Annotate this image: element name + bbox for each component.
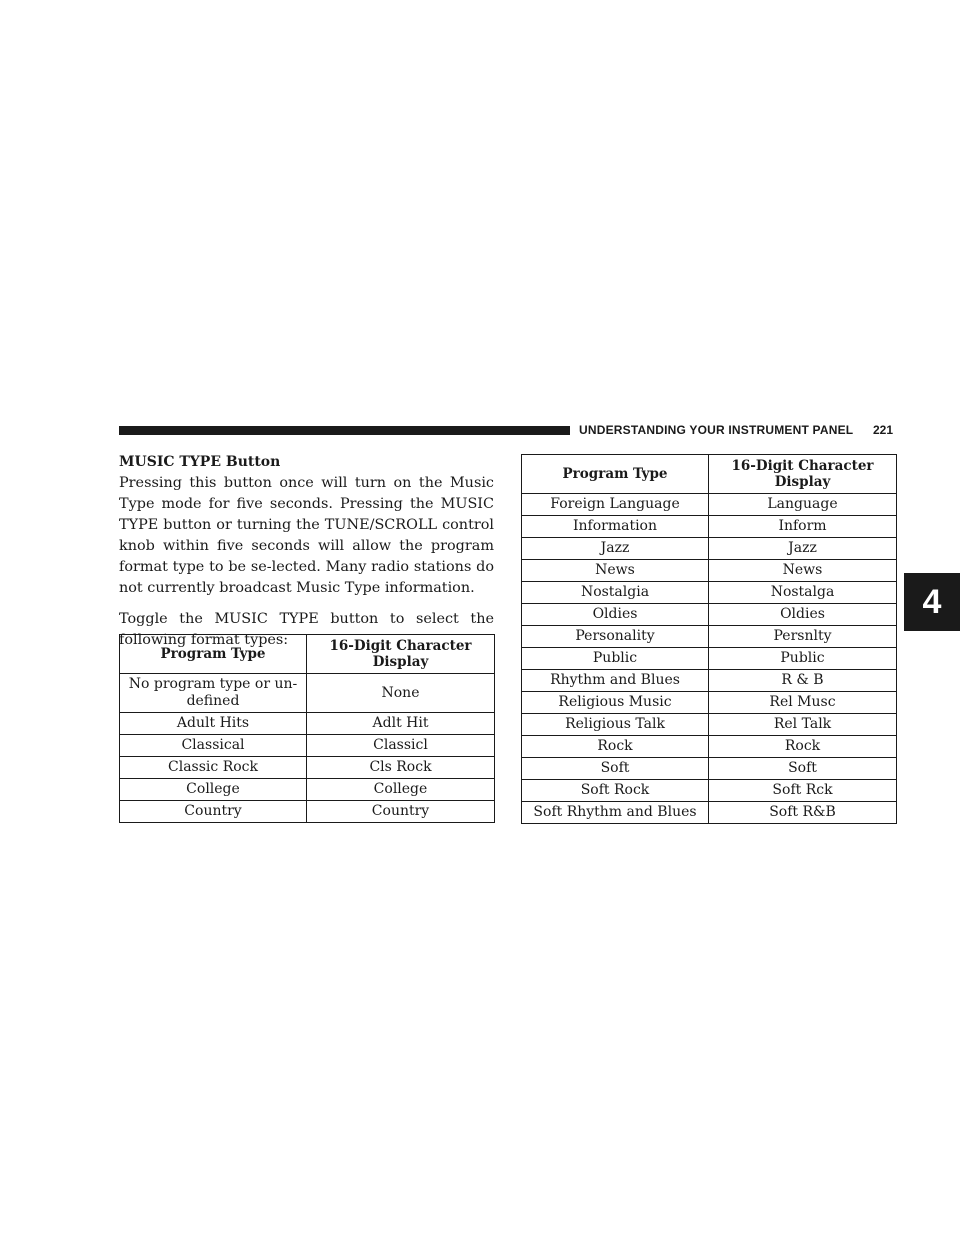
cell-program-type: Nostalgia [522,582,709,604]
cell-program-type: No program type or un-defined [120,674,307,713]
header-rule [119,426,570,435]
table-row [120,757,495,779]
cell-display: News [709,560,897,582]
header-display: 16-Digit Character Display [307,635,495,674]
cell-program-type: Oldies [522,604,709,626]
cell-display: Inform [709,516,897,538]
cell-program-type: Adult Hits [120,713,307,735]
table-header-row [120,635,495,674]
table-row [522,736,897,758]
table-row [120,735,495,757]
header-program-type: Program Type [120,635,307,674]
cell-display: Soft [709,758,897,780]
header-program-type: Program Type [522,455,709,494]
paragraph-music-type: Pressing this button once will turn on the Music Type mode for five seconds. Pressing the MUSIC TYPE button or turning the TUNE/SCROLL control knob within five seconds will allow the program format type to be se-lected. Many radio stations do not currently broadcast Music Type information. [119,475,494,596]
cell-display: Language [709,494,897,516]
cell-program-type: Rock [522,736,709,758]
table-row [522,670,897,692]
cell-program-type: Foreign Language [522,494,709,516]
cell-program-type: Religious Music [522,692,709,714]
table-row [522,494,897,516]
body-text [119,452,494,651]
cell-program-type: Public [522,648,709,670]
table-row [522,692,897,714]
header-display: 16-Digit Character Display [709,455,897,494]
program-type-table-right [521,454,897,824]
cell-program-type: Religious Talk [522,714,709,736]
cell-program-type: Soft Rock [522,780,709,802]
cell-program-type: Classic Rock [120,757,307,779]
chapter-tab: 4 [904,573,960,631]
table-row [522,560,897,582]
cell-display: Soft Rck [709,780,897,802]
running-header-title: UNDERSTANDING YOUR INSTRUMENT PANEL [579,423,854,437]
table-row [522,648,897,670]
table-row [522,516,897,538]
table-row [522,758,897,780]
table-row [522,582,897,604]
cell-display: Classicl [307,735,495,757]
cell-display: Oldies [709,604,897,626]
cell-program-type: News [522,560,709,582]
table-row [120,779,495,801]
cell-display: Nostalga [709,582,897,604]
cell-program-type: College [120,779,307,801]
table-row [522,714,897,736]
cell-display: Rel Musc [709,692,897,714]
cell-display: College [307,779,495,801]
cell-display: Jazz [709,538,897,560]
cell-display: None [307,674,495,713]
cell-display: Soft R&B [709,802,897,824]
paragraph-toggle: Toggle the MUSIC TYPE button to select the following format types: [119,611,494,648]
cell-display: Rock [709,736,897,758]
cell-display: Rel Talk [709,714,897,736]
cell-program-type: Classical [120,735,307,757]
cell-display: Cls Rock [307,757,495,779]
cell-display: Country [307,801,495,823]
cell-display: R & B [709,670,897,692]
cell-program-type: Jazz [522,538,709,560]
cell-program-type: Soft [522,758,709,780]
cell-program-type: Soft Rhythm and Blues [522,802,709,824]
cell-program-type: Personality [522,626,709,648]
program-type-table-left [119,634,495,823]
cell-display: Persnlty [709,626,897,648]
cell-program-type: Rhythm and Blues [522,670,709,692]
table-row [120,713,495,735]
cell-program-type: Country [120,801,307,823]
table-row [522,538,897,560]
cell-display: Public [709,648,897,670]
table-row [522,780,897,802]
table-header-row [522,455,897,494]
page-number: 221 [873,423,894,437]
table-row [522,604,897,626]
cell-program-type: Information [522,516,709,538]
table-row [522,626,897,648]
section-title: MUSIC TYPE Button [119,454,281,470]
table-row [522,802,897,824]
table-row [120,674,495,713]
table-row [120,801,495,823]
cell-display: Adlt Hit [307,713,495,735]
